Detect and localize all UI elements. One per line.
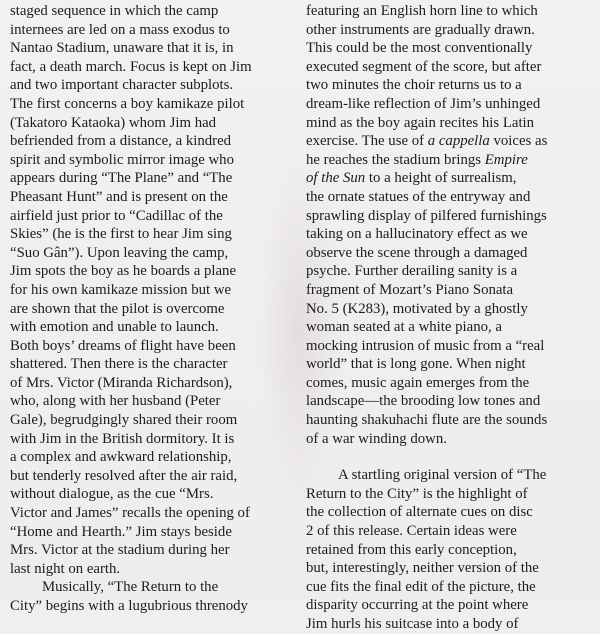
- text-line: shattered. Then there is the character: [10, 356, 228, 373]
- text-line: executed segment of the score, but after: [306, 58, 542, 75]
- text-line: last night on earth.: [10, 560, 121, 577]
- text-line: woman seated at a white piano, a: [306, 319, 502, 336]
- text-line: taking on a hallucinatory effect as we: [306, 226, 528, 243]
- text-line: haunting shakuhachi flute are the sounds: [306, 412, 548, 429]
- text-line: Jim hurls his suitcase into a body of: [306, 616, 519, 632]
- text-line: appears during “The Plane” and “The: [10, 170, 233, 187]
- text-line: mocking intrusion of music from a “real: [306, 337, 545, 354]
- text-line: befriended from a distance, a kindred: [10, 133, 232, 150]
- text-line: he reaches the stadium brings Empire: [306, 151, 528, 168]
- text-line: internees are led on a mass exodus to: [10, 21, 230, 38]
- text-line: Both boys’ dreams of flight have been: [10, 337, 236, 354]
- text-line: Nantao Stadium, unaware that it is, in: [10, 40, 234, 57]
- text-line: are shown that the pilot is overcome: [10, 300, 225, 317]
- text-line: cue fits the final edit of the picture, the: [306, 578, 536, 595]
- text-column-right: [306, 2, 593, 634]
- text-line: psyche. Further derailing sanity is a: [306, 263, 518, 280]
- text-column-left: [10, 2, 293, 616]
- text-line: mind as the boy again recites his Latin: [306, 114, 535, 131]
- text-line: Jim spots the boy as he boards a plane: [10, 263, 237, 280]
- text-line: Pheasant Hunt” and is present on the: [10, 188, 228, 205]
- text-line: Return to the City” is the highlight of: [306, 485, 528, 502]
- text-line: This could be the most conventionally: [306, 40, 533, 57]
- text-line: No. 5 (K283), motivated by a ghostly: [306, 300, 528, 317]
- text-line: the ornate statues of the entryway and: [306, 188, 531, 205]
- text-line: 2 of this release. Certain ideas were: [306, 523, 517, 540]
- text-line: disparity occurring at the point where: [306, 597, 529, 614]
- text-line: “Suo Gân”). Upon leaving the camp,: [10, 244, 229, 261]
- text-line: the collection of alternate cues on disc: [306, 504, 533, 521]
- text-line: with Jim in the British dormitory. It is: [10, 430, 235, 447]
- text-line: of a war winding down.: [306, 430, 447, 447]
- text-line: staged sequence in which the camp: [10, 3, 219, 19]
- text-line: featuring an English horn line to which: [306, 3, 538, 19]
- text-line: Skies” (he is the first to hear Jim sing: [10, 226, 232, 243]
- text-line: dream-like reflection of Jim’s unhinged: [306, 95, 541, 112]
- text-line: but, interestingly, neither version of the: [306, 560, 539, 577]
- text-line: retained from this early conception,: [306, 541, 517, 558]
- text-line: but tenderly resolved after the air raid,: [10, 467, 238, 484]
- text-line: fragment of Mozart’s Piano Sonata: [306, 281, 514, 298]
- text-line: “Home and Hearth.” Jim stays beside: [10, 523, 232, 540]
- text-line: spirit and symbolic mirror image who: [10, 151, 234, 168]
- text-line: A startling original version of “The: [338, 467, 547, 484]
- text-line: world” that is long gone. When night: [306, 356, 526, 373]
- text-line: with emotion and unable to launch.: [10, 319, 219, 336]
- text-line: for his own kamikaze mission but we: [10, 281, 232, 298]
- text-line: landscape—the brooding low tones and: [306, 393, 541, 410]
- text-line: Musically, “The Return to the: [42, 579, 219, 596]
- text-line: City” begins with a lugubrious threnody: [10, 598, 248, 614]
- text-line: Mrs. Victor at the stadium during her: [10, 542, 230, 559]
- text-line: airfield just prior to “Cadillac of the: [10, 207, 223, 224]
- text-line: observe the scene through a damaged: [306, 244, 528, 261]
- text-line: who, along with her husband (Peter: [10, 393, 221, 410]
- text-line: two minutes the choir returns us to a: [306, 77, 522, 94]
- text-line: and two important character subplots.: [10, 77, 234, 94]
- text-line: sprawling display of pilfered furnishings: [306, 207, 547, 224]
- text-line: of the Sun to a height of surrealism,: [306, 170, 517, 187]
- text-line: The first concerns a boy kamikaze pilot: [10, 95, 245, 112]
- text-line: fact, a death march. Focus is kept on Jim: [10, 58, 252, 75]
- text-line: of Mrs. Victor (Miranda Richardson),: [10, 374, 233, 391]
- text-line: comes, music again emerges from the: [306, 374, 530, 391]
- text-line: a complex and awkward relationship,: [10, 449, 232, 466]
- paragraph-gap: [306, 448, 593, 466]
- text-line: other instruments are gradually drawn.: [306, 21, 535, 38]
- text-line: (Takatoro Kataoka) whom Jim had: [10, 114, 217, 131]
- text-line: Gale), begrudgingly shared their room: [10, 412, 238, 429]
- text-line: without dialogue, as the cue “Mrs.: [10, 486, 214, 503]
- text-line: Victor and James” recalls the opening of: [10, 505, 250, 522]
- text-line: exercise. The use of a cappella voices as: [306, 133, 548, 150]
